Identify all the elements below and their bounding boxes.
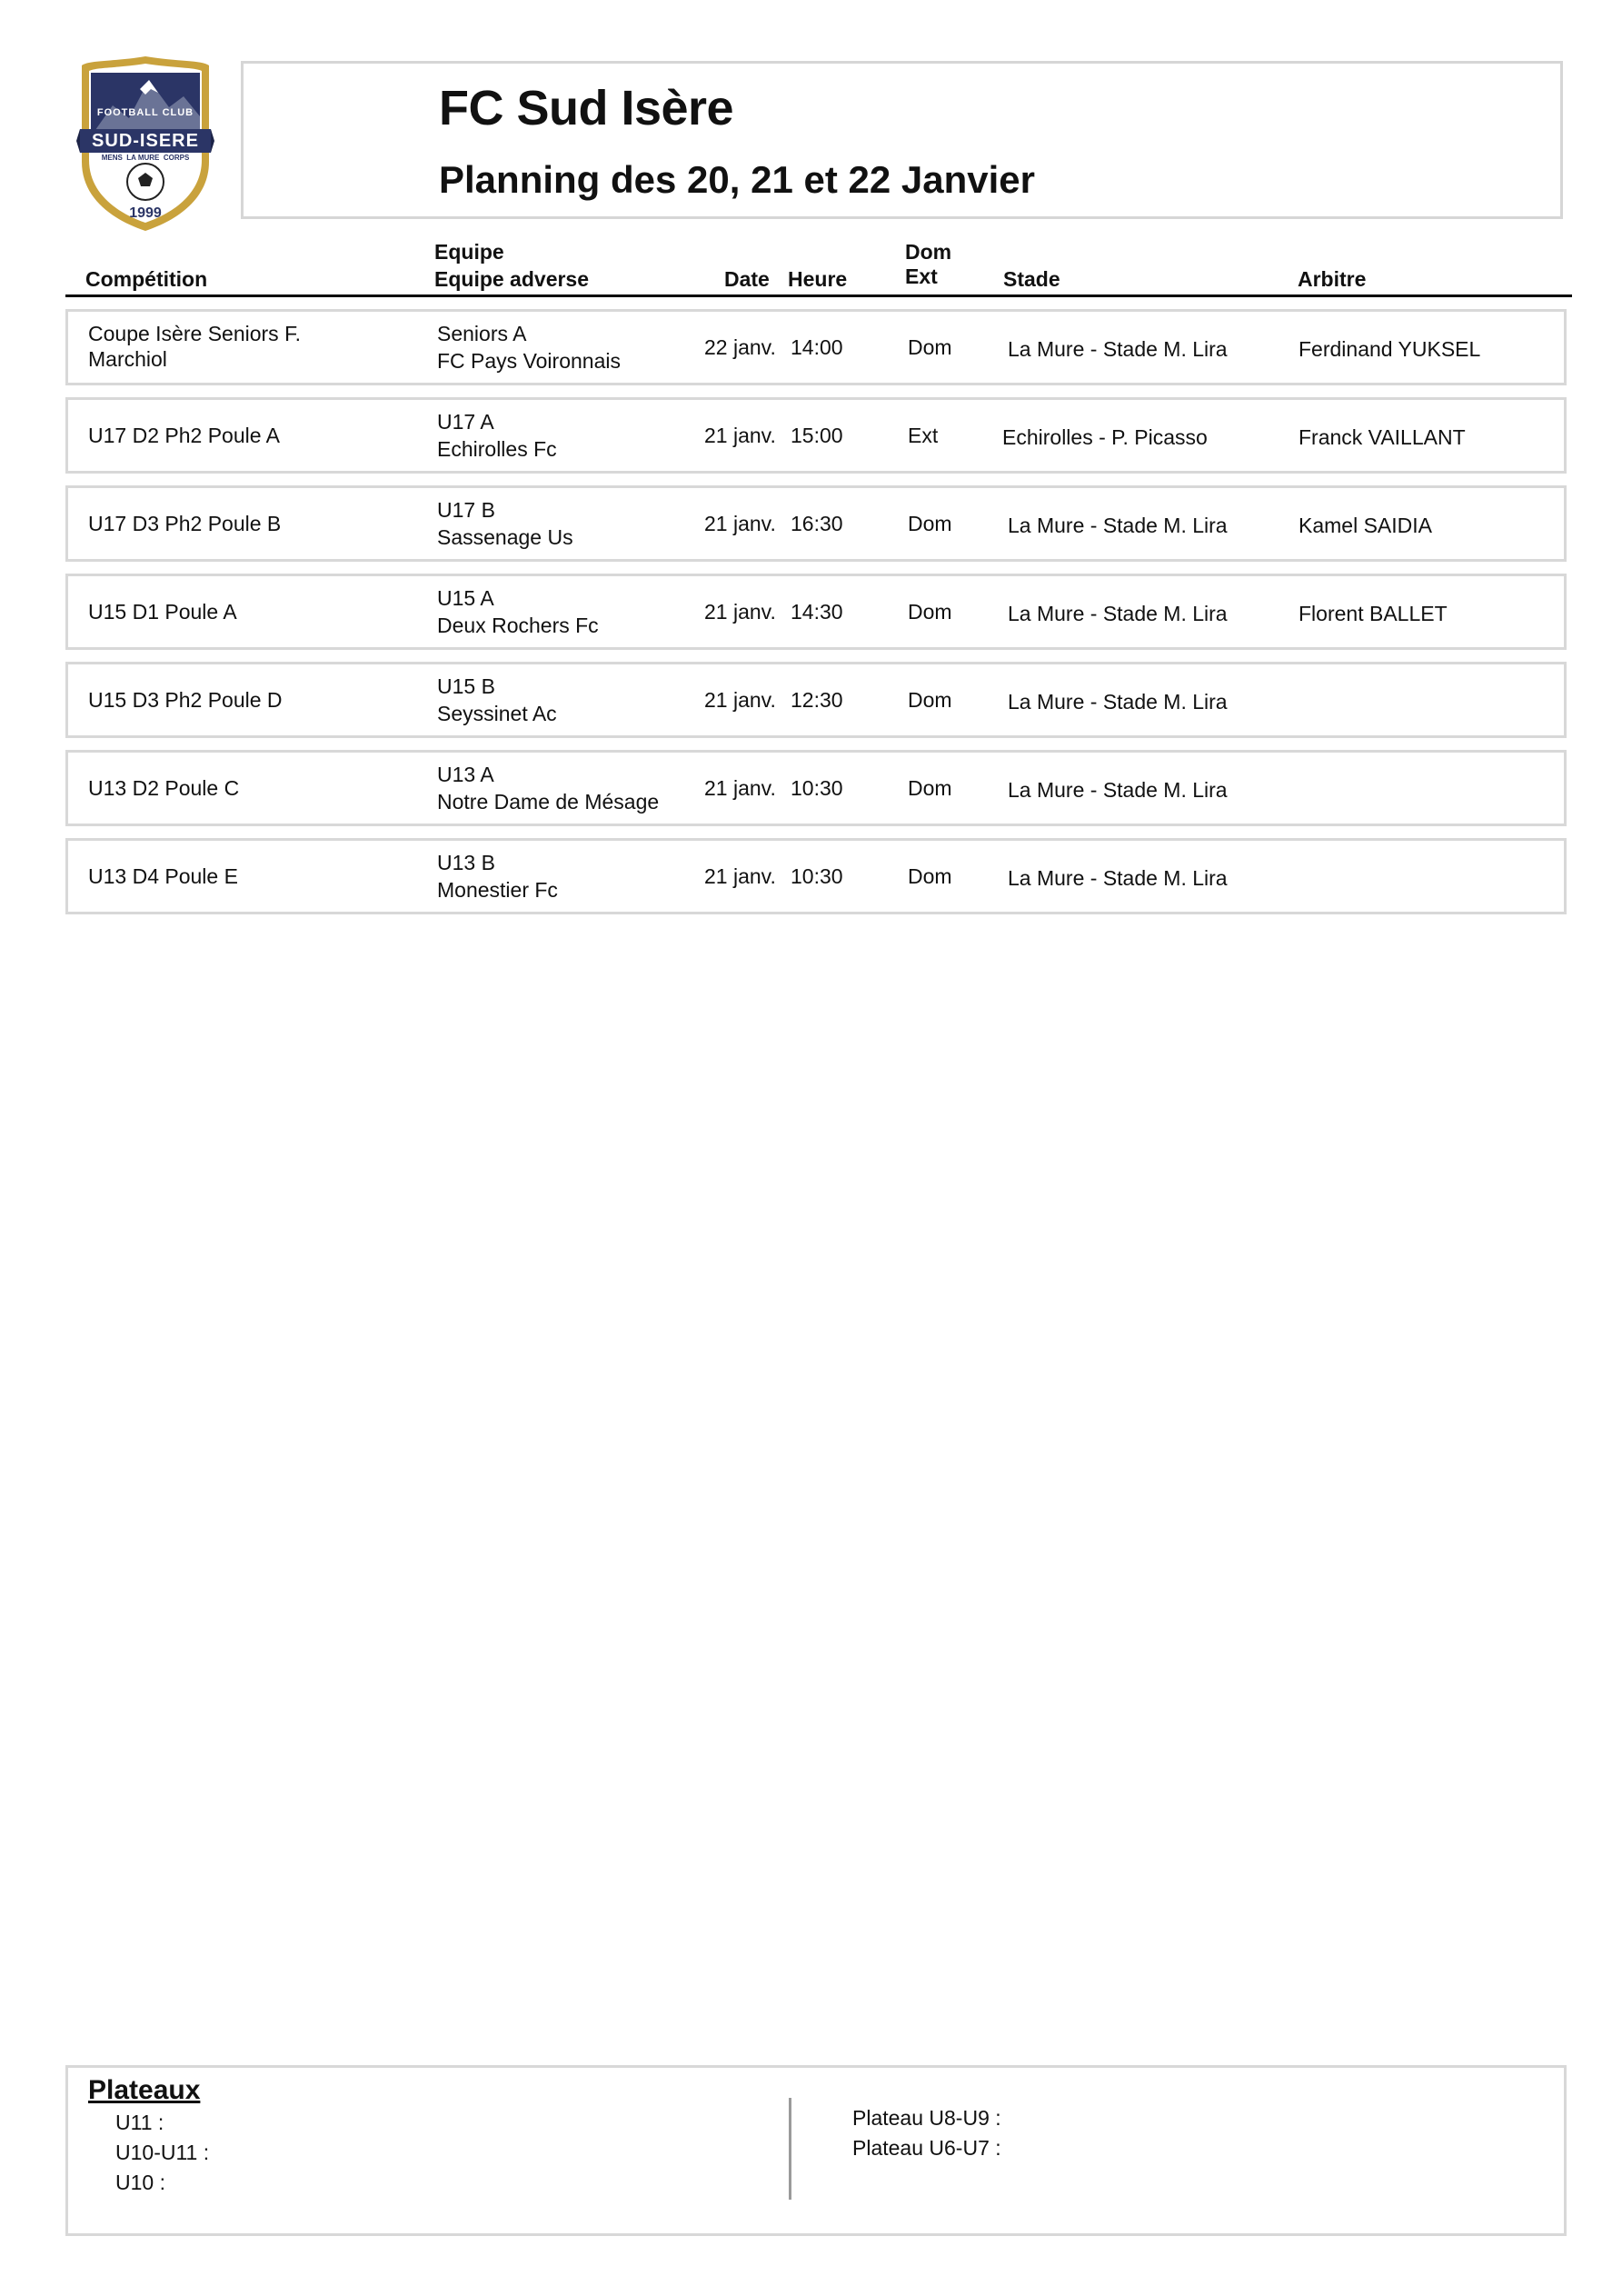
match-arbitre: Florent BALLET	[1299, 602, 1448, 625]
match-arbitre: Franck VAILLANT	[1299, 425, 1466, 449]
match-equipe: U13 B	[437, 851, 495, 874]
plateaux-box	[65, 2065, 1567, 2236]
match-equipe: Seniors A	[437, 322, 527, 345]
match-equipe: U15 A	[437, 586, 494, 610]
match-competition: U13 D4 Poule E	[88, 864, 238, 888]
plateau-u10: U10 :	[115, 2171, 165, 2194]
match-adverse: Deux Rochers Fc	[437, 614, 599, 637]
plateaux-title: Plateaux	[88, 2075, 201, 2105]
match-adverse: Echirolles Fc	[437, 437, 557, 461]
match-stade: La Mure - Stade M. Lira	[1008, 337, 1228, 361]
plateaux-divider	[789, 2098, 791, 2200]
match-date: 21 janv.	[704, 424, 776, 447]
match-stade: La Mure - Stade M. Lira	[1008, 866, 1228, 890]
logo-top-text: FOOTBALL CLUB	[96, 107, 194, 118]
logo-places: MENS LA MURE CORPS	[101, 154, 190, 162]
match-heure: 16:30	[791, 512, 843, 535]
match-competition: U17 D3 Ph2 Poule B	[88, 512, 282, 535]
col-header-ext: Ext	[905, 265, 938, 288]
title-box	[241, 61, 1563, 219]
match-row	[65, 309, 1567, 385]
match-arbitre: Ferdinand YUKSEL	[1299, 337, 1481, 361]
match-adverse: Notre Dame de Mésage	[437, 790, 660, 814]
page-subtitle: Planning des 20, 21 et 22 Janvier	[439, 158, 1035, 201]
page-title: FC Sud Isère	[439, 81, 734, 135]
match-adverse: Monestier Fc	[437, 878, 558, 902]
header-divider	[65, 294, 1572, 297]
match-row	[65, 838, 1567, 914]
match-row	[65, 574, 1567, 650]
match-arbitre: Kamel SAIDIA	[1299, 514, 1432, 537]
match-stade: La Mure - Stade M. Lira	[1008, 778, 1228, 802]
col-header-date: Date	[724, 267, 770, 291]
match-stade: Echirolles - P. Picasso	[1002, 425, 1208, 449]
match-heure: 14:30	[791, 600, 843, 624]
match-stade: La Mure - Stade M. Lira	[1008, 514, 1228, 537]
match-equipe: U17 B	[437, 498, 495, 522]
match-adverse: FC Pays Voironnais	[437, 349, 621, 373]
match-stade: La Mure - Stade M. Lira	[1008, 690, 1228, 714]
match-dom-ext: Dom	[908, 688, 952, 712]
match-competition: U15 D1 Poule A	[88, 600, 237, 624]
col-header-equipe-adverse: Equipe adverse	[434, 267, 590, 291]
col-header-stade: Stade	[1003, 267, 1060, 291]
logo-year: 1999	[129, 205, 162, 221]
col-header-competition: Compétition	[85, 267, 208, 291]
match-dom-ext: Dom	[908, 335, 952, 359]
match-date: 21 janv.	[704, 512, 776, 535]
match-equipe: U13 A	[437, 763, 494, 786]
match-heure: 10:30	[791, 776, 843, 800]
match-date: 22 janv.	[704, 335, 776, 359]
match-dom-ext: Dom	[908, 864, 952, 888]
match-heure: 12:30	[791, 688, 843, 712]
plateau-u6-u7: Plateau U6-U7 :	[852, 2136, 1001, 2160]
match-row	[65, 750, 1567, 826]
match-date: 21 janv.	[704, 600, 776, 624]
logo-name: SUD-ISERE	[92, 131, 199, 151]
match-adverse: Seyssinet Ac	[437, 702, 557, 725]
match-adverse: Sassenage Us	[437, 525, 573, 549]
match-dom-ext: Dom	[908, 512, 952, 535]
match-date: 21 janv.	[704, 776, 776, 800]
col-header-dom: Dom	[905, 240, 952, 264]
match-competition: U13 D2 Poule C	[88, 776, 240, 800]
col-header-equipe: Equipe	[434, 240, 504, 264]
match-equipe: U15 B	[437, 674, 495, 698]
match-heure: 10:30	[791, 864, 843, 888]
match-competition: U15 D3 Ph2 Poule D	[88, 688, 283, 712]
plateau-u8-u9: Plateau U8-U9 :	[852, 2106, 1001, 2130]
match-competition: U17 D2 Ph2 Poule A	[88, 424, 280, 447]
col-header-heure: Heure	[788, 267, 848, 291]
match-date: 21 janv.	[704, 688, 776, 712]
club-logo	[76, 53, 214, 235]
plateau-u11: U11 :	[115, 2111, 164, 2134]
match-dom-ext: Dom	[908, 776, 952, 800]
match-heure: 15:00	[791, 424, 843, 447]
match-heure: 14:00	[791, 335, 843, 359]
plateau-u10-u11: U10-U11 :	[115, 2141, 210, 2164]
match-equipe: U17 A	[437, 410, 494, 434]
match-competition-line2: Marchiol	[88, 347, 167, 371]
col-header-arbitre: Arbitre	[1298, 267, 1367, 291]
match-row	[65, 662, 1567, 738]
match-row	[65, 485, 1567, 562]
match-stade: La Mure - Stade M. Lira	[1008, 602, 1228, 625]
match-dom-ext: Ext	[908, 424, 939, 447]
match-dom-ext: Dom	[908, 600, 952, 624]
match-date: 21 janv.	[704, 864, 776, 888]
match-competition: Coupe Isère Seniors F.	[88, 322, 301, 345]
match-row	[65, 397, 1567, 474]
